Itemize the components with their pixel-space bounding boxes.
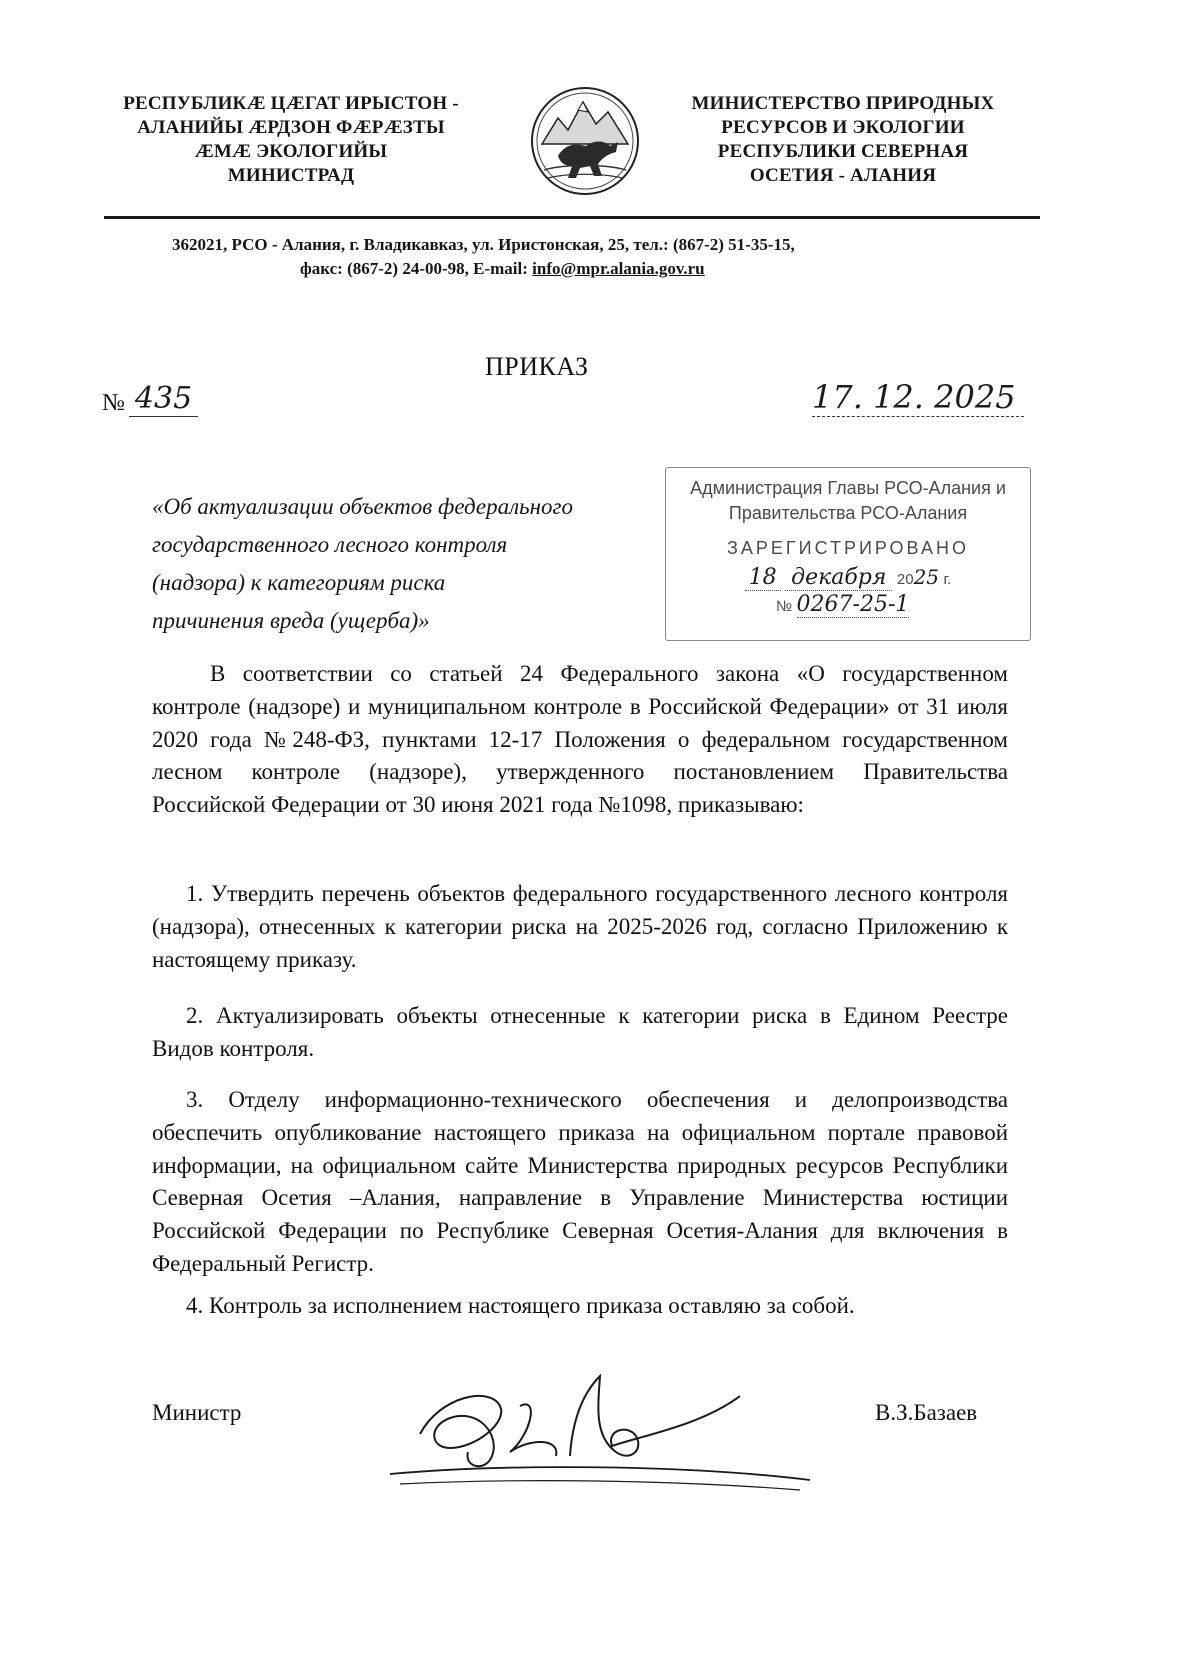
header-left bbox=[110, 92, 472, 188]
subject-line-2: государственного лесного контроля bbox=[152, 532, 508, 557]
number-handwritten: 435 bbox=[129, 382, 198, 417]
header-right-line-2: РЕСУРСОВ И ЭКОЛОГИИ bbox=[721, 117, 965, 138]
stamp-year-prefix: 20 bbox=[896, 571, 914, 588]
subject-line-3: (надзора) к категориям риска bbox=[152, 570, 446, 595]
stamp-year-g: г. bbox=[943, 571, 952, 588]
item-2-text: 2. Актуализировать объекты отнесенные к категории риска в Едином Реестре Видов контроля. bbox=[152, 1003, 1008, 1061]
item-4-text: 4. Контроль за исполнением настоящего приказа оставляю за собой. bbox=[186, 1293, 855, 1318]
stamp-month: декабря bbox=[785, 565, 892, 591]
stamp-line-1: Администрация Главы РСО-Алания и bbox=[690, 478, 1006, 498]
header-right-line-1: МИНИСТЕРСТВО ПРИРОДНЫХ bbox=[691, 93, 995, 114]
header-right bbox=[668, 92, 1018, 188]
order-subject bbox=[152, 488, 573, 640]
stamp-reg-label: № bbox=[776, 598, 793, 615]
header-left-line-3: ÆМÆ ЭКОЛОГИЙЫ bbox=[194, 141, 388, 162]
document-title: ПРИКАЗ bbox=[485, 352, 589, 381]
header-right-line-3: РЕСПУБЛИКИ СЕВЕРНАЯ bbox=[717, 141, 969, 162]
subject-line-4: причинения вреда (ущерба)» bbox=[152, 608, 430, 633]
registration-stamp bbox=[665, 467, 1031, 641]
signature-handwritten bbox=[380, 1356, 820, 1506]
body-item-2 bbox=[152, 1000, 1008, 1066]
order-date: 17. 12. 2025 bbox=[812, 378, 1024, 417]
body-item-1 bbox=[152, 878, 1008, 976]
number-label: № bbox=[102, 390, 125, 416]
subject-line-1: «Об актуализации объектов федерального bbox=[152, 494, 573, 519]
header-divider bbox=[104, 216, 1040, 219]
preamble-text: В соответствии со статьей 24 Федерального закона «О государственном контроле (надзоре) и муниципальном контроле в Российской Федерации» от 31 июля 2020 года №248-ФЗ, пунктами 12-17 Положения о федеральном государственном лесном контроле (надзоре), утвержденного постановлением Правительства Российской Федерации от 30 июня 2021 года №1098, приказываю: bbox=[152, 661, 1008, 818]
fax-email-prefix: факс: (867-2) 24-00-98, E-mail: bbox=[300, 259, 533, 278]
order-number bbox=[102, 382, 198, 417]
signature-position: Министр bbox=[152, 1400, 242, 1425]
stamp-date bbox=[666, 565, 1030, 590]
stamp-year-suffix: 25 bbox=[913, 565, 940, 589]
stamp-reg-number: 0267-25-1 bbox=[796, 592, 910, 617]
body-preamble bbox=[152, 658, 1008, 822]
item-3-text: 3. Отделу информационно-технического обеспечения и делопроизводства обеспечить опубликование настоящего приказа на официальном портале правовой информации, на официальном сайте Министерства природных ресурсов Республики Северная Осетия –Алания, направление в Управление Министерства юстиции Российской Федерации по Республике Северная Осетия-Алания для включения в Федеральный Регистр. bbox=[152, 1087, 1008, 1276]
stamp-registered: ЗАРЕГИСТРИРОВАНО bbox=[727, 538, 969, 558]
item-1-text: 1. Утвердить перечень объектов федерального государственного лесного контроля (надзора), отнесенных к категории риска на 2025-2026 год, согласно Приложению к настоящему приказу. bbox=[152, 881, 1008, 972]
header-right-line-4: ОСЕТИЯ - АЛАНИЯ bbox=[749, 165, 937, 186]
coat-of-arms-emblem bbox=[528, 84, 642, 198]
header-left-line-2: АЛАНИЙЫ ÆРДЗОН ФÆРÆЗТЫ bbox=[137, 117, 445, 138]
stamp-line-2: Правительства РСО-Алания bbox=[728, 503, 968, 523]
stamp-day: 18 bbox=[745, 565, 781, 591]
signature-name: В.З.Базаев bbox=[875, 1400, 978, 1425]
address-line-2 bbox=[300, 257, 705, 281]
header-left-line-4: МИНИСТРАД bbox=[227, 165, 355, 186]
stamp-registration bbox=[666, 592, 1030, 617]
header-left-line-1: РЕСПУБЛИКÆ ЦÆГАТ ИРЫСТОН - bbox=[123, 93, 459, 114]
body-item-3 bbox=[152, 1084, 1008, 1281]
body-item-4 bbox=[152, 1290, 1008, 1323]
address-line-1: 362021, РСО - Алания, г. Владикавказ, ул. Иристонская, 25, тел.: (867-2) 51-35-15, bbox=[172, 235, 795, 254]
email-link[interactable]: info@mpr.alania.gov.ru bbox=[532, 259, 705, 278]
